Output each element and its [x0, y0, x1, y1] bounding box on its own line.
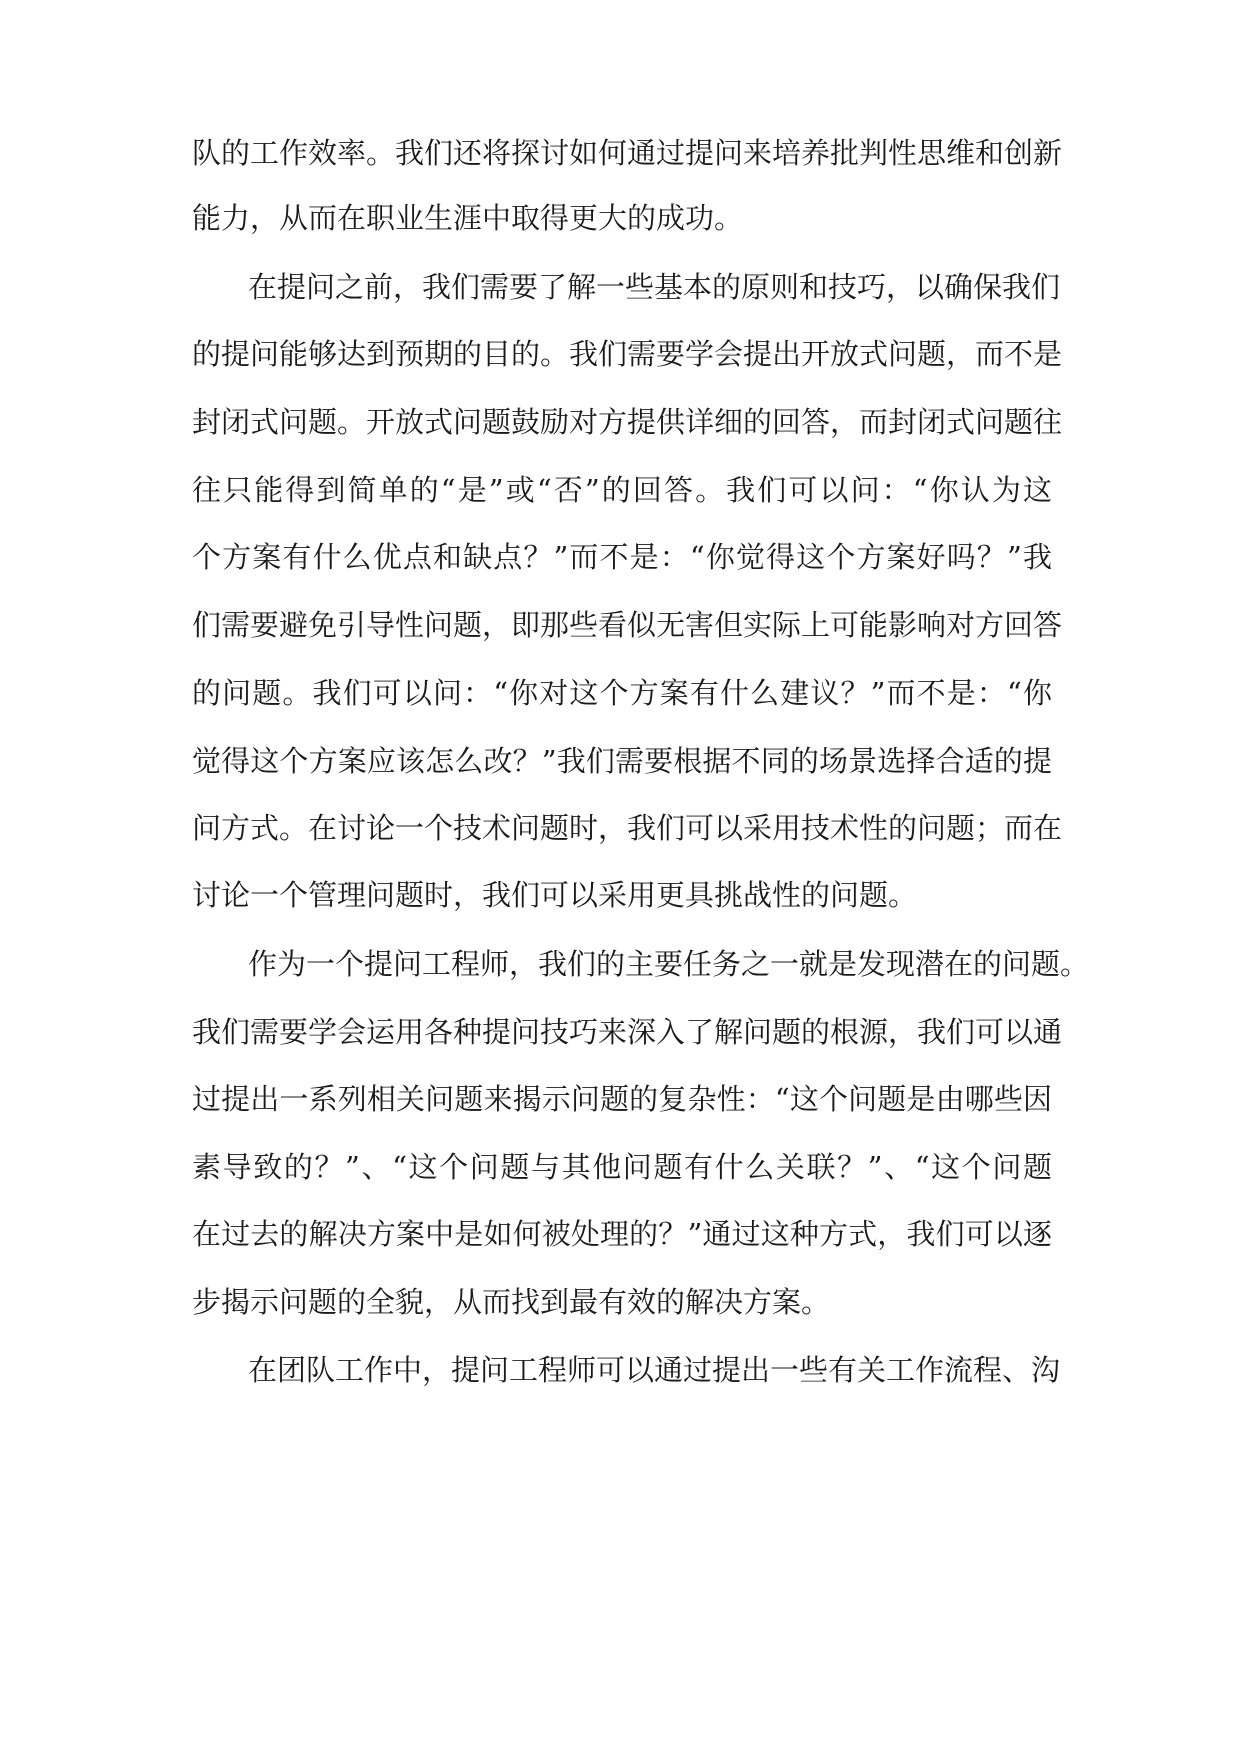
text-line: 能力，从而在职业生涯中取得更大的成功。 — [192, 201, 744, 235]
text-line: 个方案有什么优点和缺点？”而不是：“你觉得这个方案好吗？”我 — [192, 540, 1052, 574]
text-line: 问方式。在讨论一个技术问题时，我们可以采用技术性的问题；而在 — [192, 811, 1063, 845]
text-line: 往只能得到简单的“是”或“否”的回答。我们可以问：“你认为这 — [192, 473, 1052, 507]
paragraph-first-line: 作为一个提问工程师，我们的主要任务之一就是发现潜在的问题。 — [248, 947, 1090, 981]
text-line: 们需要避免引导性问题，即那些看似无害但实际上可能影响对方回答 — [192, 608, 1063, 642]
text-line: 步揭示问题的全貌，从而找到最有效的解决方案。 — [192, 1285, 831, 1319]
text-line: 觉得这个方案应该怎么改？”我们需要根据不同的场景选择合适的提 — [192, 744, 1052, 778]
text-line: 过提出一系列相关问题来揭示问题的复杂性：“这个问题是由哪些因 — [192, 1082, 1052, 1116]
text-line: 我们需要学会运用各种提问技巧来深入了解问题的根源，我们可以通 — [192, 1015, 1063, 1049]
text-line: 在过去的解决方案中是如何被处理的？”通过这种方式，我们可以逐 — [192, 1217, 1052, 1251]
text-line: 的提问能够达到预期的目的。我们需要学会提出开放式问题，而不是 — [192, 337, 1063, 371]
text-line: 素导致的？”、“这个问题与其他问题有什么关联？”、“这个问题 — [192, 1150, 1052, 1184]
text-line: 讨论一个管理问题时，我们可以采用更具挑战性的问题。 — [192, 878, 918, 912]
text-line: 队的工作效率。我们还将探讨如何通过提问来培养批判性思维和创新 — [192, 136, 1063, 170]
text-line: 的问题。我们可以问：“你对这个方案有什么建议？”而不是：“你 — [192, 676, 1052, 710]
paragraph-first-line: 在团队工作中，提问工程师可以通过提出一些有关工作流程、沟 — [248, 1353, 1061, 1387]
text-line: 封闭式问题。开放式问题鼓励对方提供详细的回答，而封闭式问题往 — [192, 405, 1063, 439]
paragraph-first-line: 在提问之前，我们需要了解一些基本的原则和技巧，以确保我们 — [248, 270, 1061, 304]
